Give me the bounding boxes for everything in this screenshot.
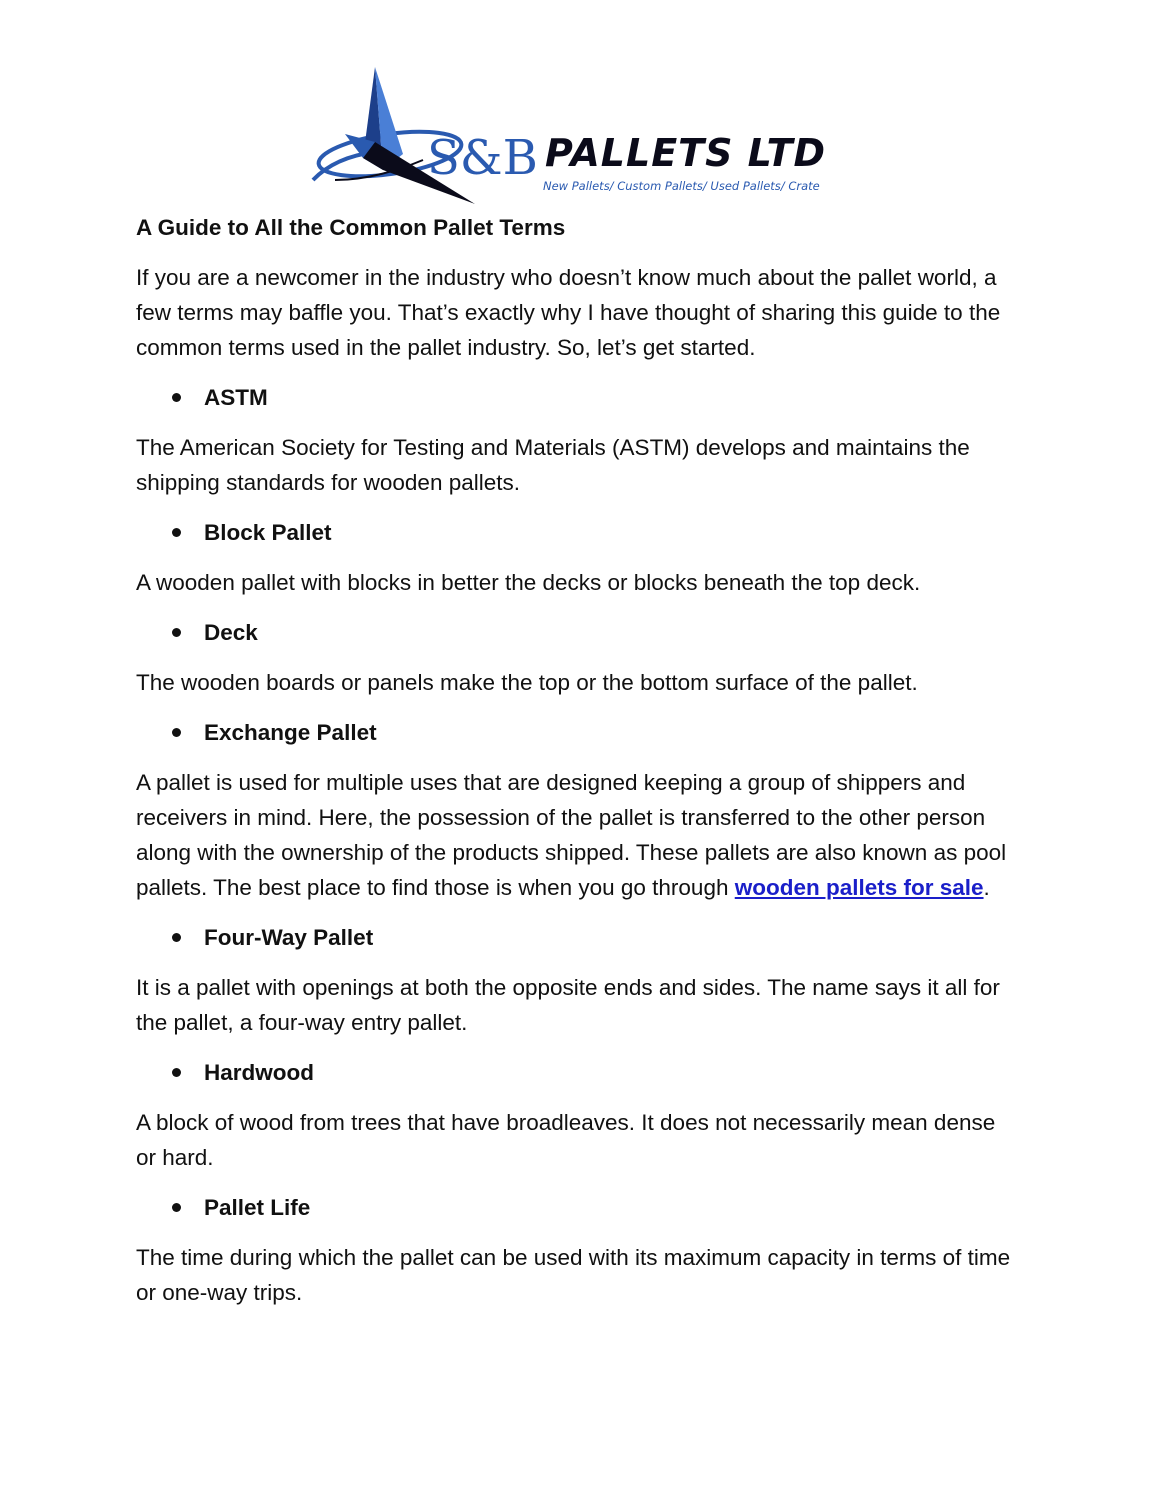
wooden-pallets-link[interactable]: wooden pallets for sale — [734, 875, 984, 900]
bullet-icon — [172, 528, 181, 537]
term-astm — [136, 380, 1016, 415]
term-label: Block Pallet — [204, 520, 332, 545]
definition-hardwood: A block of wood from trees that have broadleaves. It does not necessarily mean dense or hard. — [136, 1110, 996, 1170]
definition-end: . — [983, 875, 990, 900]
logo-brand-name: PALLETS LTD — [545, 131, 827, 175]
term-deck — [136, 615, 1016, 650]
term-label: ASTM — [204, 385, 268, 410]
bullet-icon — [172, 1203, 181, 1212]
document-title: A Guide to All the Common Pallet Terms — [136, 215, 566, 240]
bullet-icon — [172, 728, 181, 737]
bullet-icon — [172, 933, 181, 942]
bullet-icon — [172, 1068, 181, 1077]
definition-pallet-life: The time during which the pallet can be used with its maximum capacity in terms of time or one-way trips. — [136, 1245, 1011, 1305]
term-label: Pallet Life — [204, 1195, 311, 1220]
logo-tagline: New Pallets/ Custom Pallets/ Used Pallets/ Crate — [543, 179, 820, 193]
bullet-icon — [172, 628, 181, 637]
definition-exchange-pallet — [136, 765, 1016, 905]
document-body — [136, 210, 1016, 1325]
term-four-way-pallet — [136, 920, 1016, 955]
logo-initials: S&B — [427, 130, 538, 186]
definition-four-way-pallet: It is a pallet with openings at both the opposite ends and sides. The name says it all for the pallet, a four-way entry pallet. — [136, 975, 1000, 1035]
intro-paragraph: If you are a newcomer in the industry who doesn’t know much about the pallet world, a few terms may baffle you. That’s exactly why I have thought of sharing this guide to the common terms used in the pallet industry. So, let’s get started. — [136, 265, 1001, 360]
term-label: Hardwood — [204, 1060, 314, 1085]
term-exchange-pallet — [136, 715, 1016, 750]
definition-text: A pallet is used for multiple uses that are designed keeping a group of shippers and receivers in mind. Here, the possession of the pallet is transferred to the other person along with the ownership of the products shipped. These pallets are also known as pool pallets. The best place to find those is when you go through — [136, 770, 1007, 900]
term-block-pallet — [136, 515, 1016, 550]
company-logo — [305, 62, 850, 212]
definition-astm: The American Society for Testing and Materials (ASTM) develops and maintains the shipping standards for wooden pallets. — [136, 435, 970, 495]
definition-deck: The wooden boards or panels make the top or the bottom surface of the pallet. — [136, 670, 918, 695]
term-hardwood — [136, 1055, 1016, 1090]
term-label: Exchange Pallet — [204, 720, 377, 745]
bullet-icon — [172, 393, 181, 402]
term-label: Four-Way Pallet — [204, 925, 374, 950]
definition-block-pallet: A wooden pallet with blocks in better the decks or blocks beneath the top deck. — [136, 570, 921, 595]
term-label: Deck — [204, 620, 258, 645]
term-pallet-life — [136, 1190, 1016, 1225]
